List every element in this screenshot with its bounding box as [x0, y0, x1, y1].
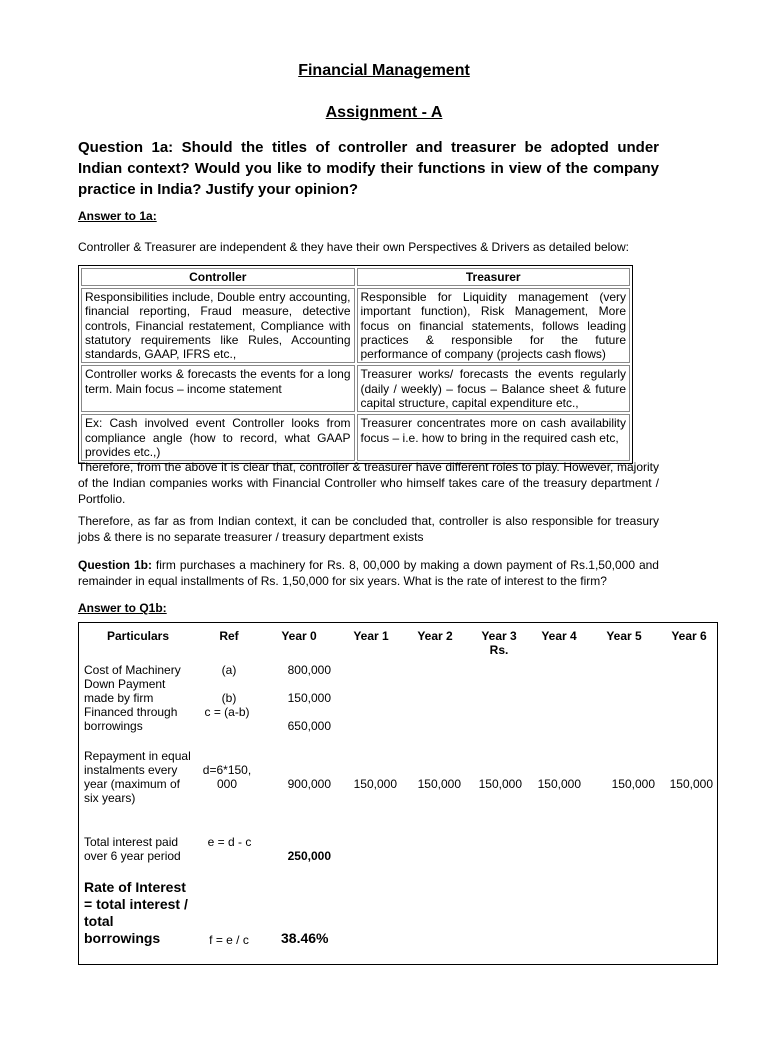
- question-1b-label: Question 1b:: [78, 558, 152, 572]
- header-year-3-label: Year 3: [481, 629, 517, 643]
- table-row: [81, 414, 630, 461]
- header-year-3: [469, 629, 529, 657]
- table-cell: Treasurer concentrates more on cash availability focus – i.e. how to bring in the required cash etc,: [357, 414, 631, 461]
- rate-year-0: 38.46%: [281, 930, 329, 946]
- header-year-1: Year 1: [353, 629, 389, 643]
- rate-of-interest-label: Rate of Interest = total interest / total borrowings: [84, 879, 188, 946]
- header-year-5: Year 5: [606, 629, 642, 643]
- financed-ref: c = (a-b): [204, 705, 250, 719]
- header-ref: Ref: [219, 629, 239, 643]
- table-header-row: [81, 268, 630, 286]
- header-year-4: Year 4: [541, 629, 577, 643]
- rate-ref: f = e / c: [209, 933, 249, 947]
- repayment-year-0: 900,000: [287, 777, 331, 791]
- answer-1a-intro: Controller & Treasurer are independent & they have their own Perspectives & Drivers as detailed below:: [78, 240, 629, 254]
- table-row: [81, 288, 630, 363]
- table-cell: Ex: Cash involved event Controller looks from compliance angle (how to record, what GAAP provides etc.,): [81, 414, 355, 461]
- header-controller: Controller: [81, 268, 355, 286]
- comparison-table: [78, 265, 633, 464]
- repayment-year-3: 150,000: [478, 777, 522, 791]
- total-interest-year-0: 250,000: [287, 849, 331, 863]
- table-cell: Responsibilities include, Double entry accounting, financial reporting, Fraud measure, detective controls, Financial restatement, Compliance with statutory requirements like Rules, Accounting standards, GAAP, IFRS etc.,: [81, 288, 355, 363]
- answer-1b-heading: Answer to Q1b:: [78, 601, 167, 615]
- answer-1a-heading: Answer to 1a:: [78, 209, 157, 223]
- down-payment-ref: (b): [221, 691, 237, 705]
- question-1b-text: firm purchases a machinery for Rs. 8, 00,000 by making a down payment of Rs.1,50,000 and remainder in equal installments of Rs. 1,50,000 for six years. What is the rate of interest to the firm?: [78, 558, 659, 588]
- conclusion-paragraph-2: Therefore, as far as from Indian context, it can be concluded that, controller is also responsible for treasury jobs & there is no separate treasurer / treasury department exists: [78, 514, 659, 544]
- document-subtitle: Assignment - A: [325, 104, 443, 121]
- cost-ref: (a): [221, 663, 237, 677]
- repayment-year-6: 150,000: [669, 777, 713, 791]
- table-cell: Treasurer works/ forecasts the events regularly (daily / weekly) – focus – Balance sheet & future capital structure, capital expenditure etc.,: [357, 365, 631, 412]
- repayment-label: Repayment in equal instalments every year (maximum of six years): [84, 749, 191, 805]
- repayment-year-5: 150,000: [611, 777, 655, 791]
- repayment-year-1: 150,000: [353, 777, 397, 791]
- question-1b: [78, 557, 659, 589]
- total-interest-label: Total interest paid over 6 year period: [84, 835, 181, 863]
- header-particulars: Particulars: [106, 629, 170, 643]
- table-row: [81, 365, 630, 412]
- question-1a: Question 1a: Should the titles of controller and treasurer be adopted under Indian context? Would you like to modify their functions in view of the company practice in India? Justify your opinion?: [78, 139, 659, 198]
- document-title: Financial Management: [298, 62, 470, 79]
- header-year-6: Year 6: [671, 629, 707, 643]
- cost-of-machinery-label: Cost of Machinery: [84, 663, 181, 677]
- down-payment-year-0: 150,000: [287, 691, 331, 705]
- header-treasurer: Treasurer: [357, 268, 631, 286]
- table-cell: Controller works & forecasts the events for a long term. Main focus – income statement: [81, 365, 355, 412]
- header-year-2: Year 2: [417, 629, 453, 643]
- down-payment-label: Down Payment made by firm: [84, 677, 166, 705]
- header-year-0: Year 0: [281, 629, 317, 643]
- repayment-ref: d=6*150,000: [202, 763, 252, 791]
- financed-year-0: 650,000: [287, 719, 331, 733]
- repayment-year-4: 150,000: [537, 777, 581, 791]
- table-cell: Responsible for Liquidity management (very important function), Risk Management, More focus on financial statements, follows leading practices & responsible for the future performance of company (projects cash flows): [357, 288, 631, 363]
- cost-year-0: 800,000: [287, 663, 331, 677]
- financial-table: [78, 622, 718, 965]
- total-interest-ref: e = d - c: [207, 835, 252, 849]
- repayment-year-2: 150,000: [417, 777, 461, 791]
- financed-label: Financed through borrowings: [84, 705, 178, 733]
- header-year-3-unit: Rs.: [489, 643, 509, 657]
- conclusion-paragraph-1: Therefore, from the above it is clear that, controller & treasurer have different roles to play. However, majority of the Indian companies works with Financial Controller who himself takes care of the treasury department / Portfolio.: [78, 460, 659, 506]
